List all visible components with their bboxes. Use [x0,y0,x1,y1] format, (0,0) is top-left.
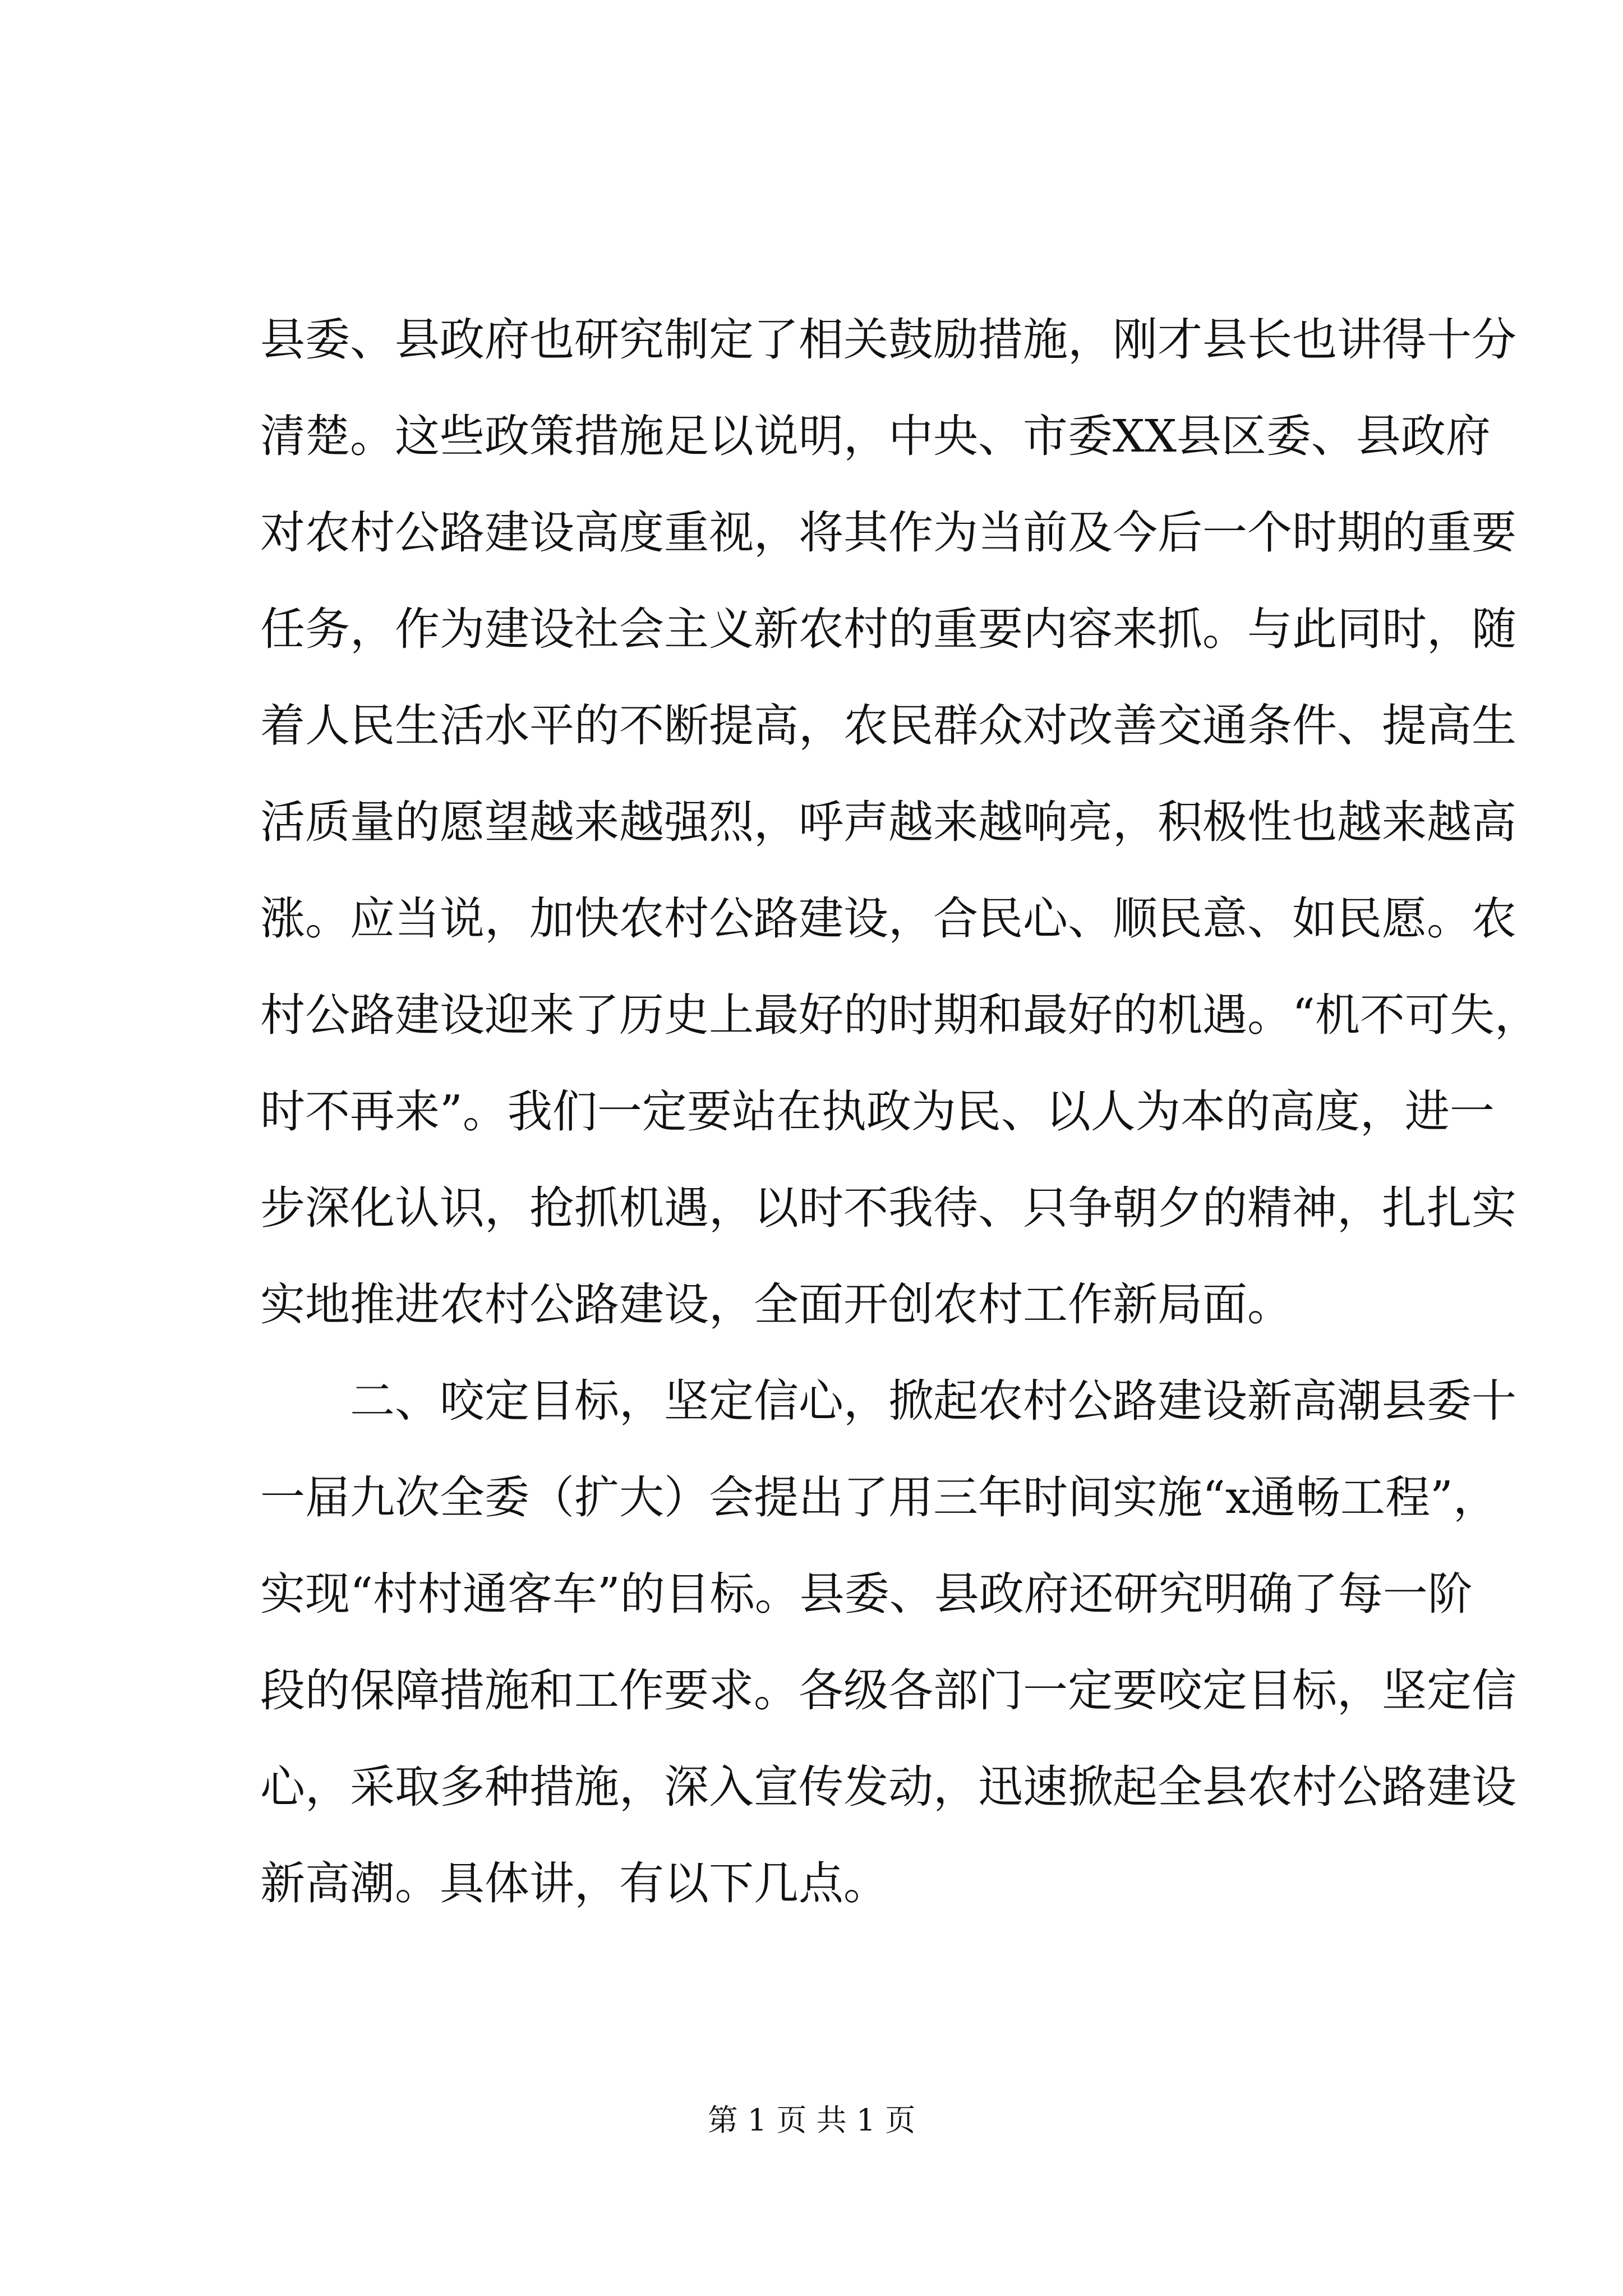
text-line: 心，采取多种措施，深入宣传发动，迅速掀起全县农村公路建设 [260,1761,1516,1813]
text-line: 实地推进农村公路建设，全面开创农村工作新局面。 [260,1278,1292,1331]
text-line: 县委、县政府也研究制定了相关鼓励措施，刚才县长也讲得十分 [260,314,1516,366]
text-line: 任务，作为建设社会主义新农村的重要内容来抓。与此同时，随 [260,603,1516,655]
text-line: 清楚。这些政策措施足以说明，中央、市委XX县区委、县政府 [260,410,1491,462]
text-line: 着人民生活水平的不断提高，农民群众对改善交通条件、提高生 [260,700,1516,752]
text-line: 段的保障措施和工作要求。各级各部门一定要咬定目标，坚定信 [260,1664,1516,1717]
document-body [260,292,1539,1932]
page-number: 第 1 页 共 1 页 [707,2102,916,2138]
paragraph-1 [260,292,1539,1353]
text-line: 一届九次全委（扩大）会提出了用三年时间实施“x通畅工程”， [260,1471,1498,1524]
text-line: 活质量的愿望越来越强烈，呼声越来越响亮，积极性也越来越高 [260,796,1516,848]
text-line: 对农村公路建设高度重视，将其作为当前及今后一个时期的重要 [260,507,1516,559]
text-line: 实现“村村通客车”的目标。县委、县政府还研究明确了每一阶 [260,1568,1473,1620]
page-footer [0,2098,1623,2143]
text-line: 涨。应当说，加快农村公路建设，合民心、顺民意、如民愿。农 [260,892,1516,945]
text-line: 步深化认识，抢抓机遇，以时不我待、只争朝夕的精神，扎扎实 [260,1182,1516,1234]
text-line: 新高潮。具体讲，有以下几点。 [260,1857,888,1910]
text-line: 时不再来”。我们一定要站在执政为民、以人为本的高度，进一 [260,1085,1495,1138]
text-line: 二、咬定目标，坚定信心，掀起农村公路建设新高潮县委十 [350,1375,1516,1427]
paragraph-2 [260,1353,1516,1932]
text-line: 村公路建设迎来了历史上最好的时期和最好的机遇。“机不可失， [260,989,1539,1041]
